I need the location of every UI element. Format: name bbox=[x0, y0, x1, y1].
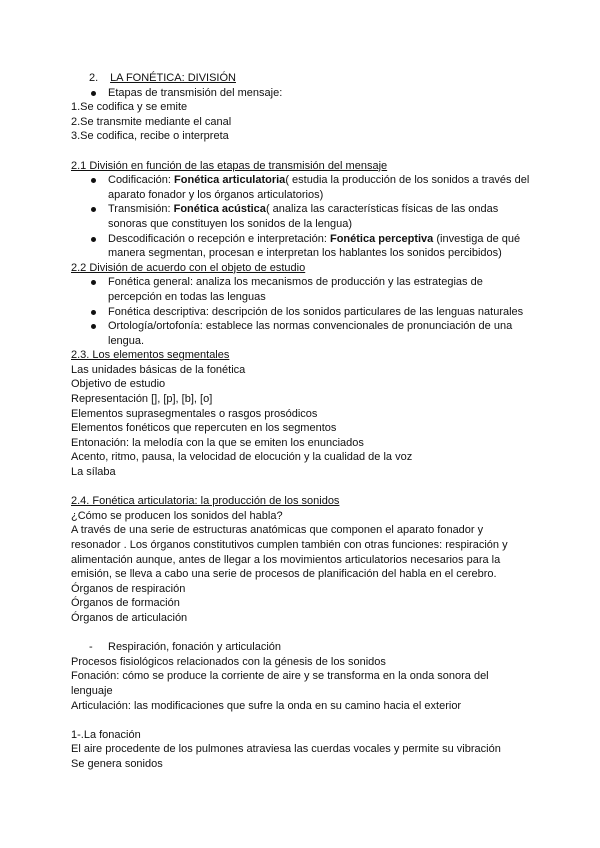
s22-item-ortologia: Ortología/ortofonía: establece las normas convencionales de pronunciación de una lengua. bbox=[71, 319, 531, 348]
etapas-bullet: Etapas de transmisión del mensaje: bbox=[71, 86, 531, 101]
heading-number: 2. bbox=[89, 72, 99, 84]
document-content bbox=[71, 71, 531, 772]
spacer bbox=[71, 626, 531, 641]
s24-paragraph-line: alimentación aunque, antes de llegar a los movimientos articulatorios necesarios para la bbox=[71, 553, 501, 566]
spacer bbox=[71, 144, 531, 159]
fonacion-line: El aire procedente de los pulmones atraviesa las cuerdas vocales y permite su vibración bbox=[71, 743, 501, 756]
heading-title: LA FONÉTICA: DIVISIÓN bbox=[110, 72, 236, 84]
dash-mark: - bbox=[89, 641, 93, 654]
s21-item-transmision bbox=[71, 202, 531, 231]
s24-paragraph-line: emisión, se lleva a cabo una serie de procesos de planificación del habla en el cerebro. bbox=[71, 568, 497, 581]
s21-item-codificacion bbox=[71, 173, 531, 202]
s22-item-descriptiva: Fonética descriptiva: descripción de los sonidos particulares de las lenguas naturales bbox=[71, 305, 531, 320]
section-heading bbox=[71, 71, 531, 86]
s21-item-post: (investiga de qué manera segmentan, procesan e interpretan los hablantes los sonidos percibidos) bbox=[108, 232, 521, 260]
etapas-bullet-list bbox=[71, 86, 531, 101]
s23-line: Representación [], [p], [b], [o] bbox=[71, 393, 213, 406]
s21-item-pre: Codificación: bbox=[108, 174, 175, 187]
procesos-line: Articulación: las modificaciones que sufre la onda en su camino hacia el exterior bbox=[71, 699, 462, 712]
dash-item bbox=[71, 640, 531, 655]
s21-item-bold: Fonética acústica bbox=[173, 203, 266, 216]
s24-paragraph-line: A través de una serie de estructuras anatómicas que componen el aparato fonador y bbox=[71, 524, 484, 537]
spacer bbox=[71, 713, 531, 728]
fonacion-title: 1-.La fonación bbox=[71, 728, 141, 741]
procesos-line: lenguaje bbox=[71, 684, 113, 697]
s21-item-pre: Transmisión: bbox=[108, 203, 174, 216]
s21-item-pre: Descodificación o recepción e interpretación: bbox=[108, 232, 330, 245]
s23-line: Elementos fonéticos que repercuten en los segmentos bbox=[71, 422, 337, 435]
s24-title: 2.4. Fonética articulatoria: la producción de los sonidos bbox=[71, 495, 340, 508]
organo-formacion: Órganos de formación bbox=[71, 597, 180, 610]
organo-respiracion: Órganos de respiración bbox=[71, 582, 186, 595]
s23-line: Elementos suprasegmentales o rasgos prosódicos bbox=[71, 407, 318, 420]
s21-title: 2.1 División en función de las etapas de transmisión del mensaje bbox=[71, 159, 388, 172]
fonacion-line: Se genera sonidos bbox=[71, 757, 163, 770]
s21-item-bold: Fonética perceptiva bbox=[329, 232, 434, 245]
s23-title: 2.3. Los elementos segmentales bbox=[71, 349, 230, 362]
organo-articulacion: Órganos de articulación bbox=[71, 611, 188, 624]
s24-paragraph-line: resonador . Los órganos constitutivos cumplen también con otras funciones: respiración y bbox=[71, 539, 508, 551]
s22-item-general: Fonética general: analiza los mecanismos de producción y las estrategias de percepción en todas las lenguas bbox=[71, 275, 531, 304]
s23-line: Entonación: la melodía con la que se emiten los enunciados bbox=[71, 436, 364, 449]
s21-item-post: ( analiza las características físicas de las ondas sonoras que constituyen los sonidos de la lengua) bbox=[108, 203, 499, 230]
etapa-2: 2.Se transmite mediante el canal bbox=[71, 115, 232, 128]
s21-item-post: ( estudia la producción de los sonidos a través del aparato fonador y los órganos articulatorios) bbox=[108, 174, 530, 201]
s23-line: Objetivo de estudio bbox=[71, 378, 166, 391]
spacer bbox=[71, 480, 531, 495]
s23-line: Acento, ritmo, pausa, la velocidad de elocución y la cualidad de la voz bbox=[71, 451, 413, 464]
etapa-1: 1.Se codifica y se emite bbox=[71, 101, 188, 114]
s23-line: Las unidades básicas de la fonética bbox=[71, 363, 246, 376]
dash-text: Respiración, fonación y articulación bbox=[108, 641, 282, 654]
etapa-3: 3.Se codifica, recibe o interpreta bbox=[71, 130, 229, 143]
s22-list bbox=[71, 275, 531, 348]
s23-line: La sílaba bbox=[71, 466, 116, 479]
procesos-line: Procesos fisiológicos relacionados con la génesis de los sonidos bbox=[71, 655, 386, 668]
s24-question: ¿Cómo se producen los sonidos del habla? bbox=[71, 509, 283, 522]
s22-title: 2.2 División de acuerdo con el objeto de estudio bbox=[71, 261, 306, 274]
s21-item-bold: Fonética articulatoria bbox=[174, 174, 286, 187]
procesos-line: Fonación: cómo se produce la corriente de aire y se transforma en la onda sonora del bbox=[71, 670, 489, 683]
s21-item-descodificacion bbox=[71, 232, 531, 261]
s21-list bbox=[71, 173, 531, 261]
